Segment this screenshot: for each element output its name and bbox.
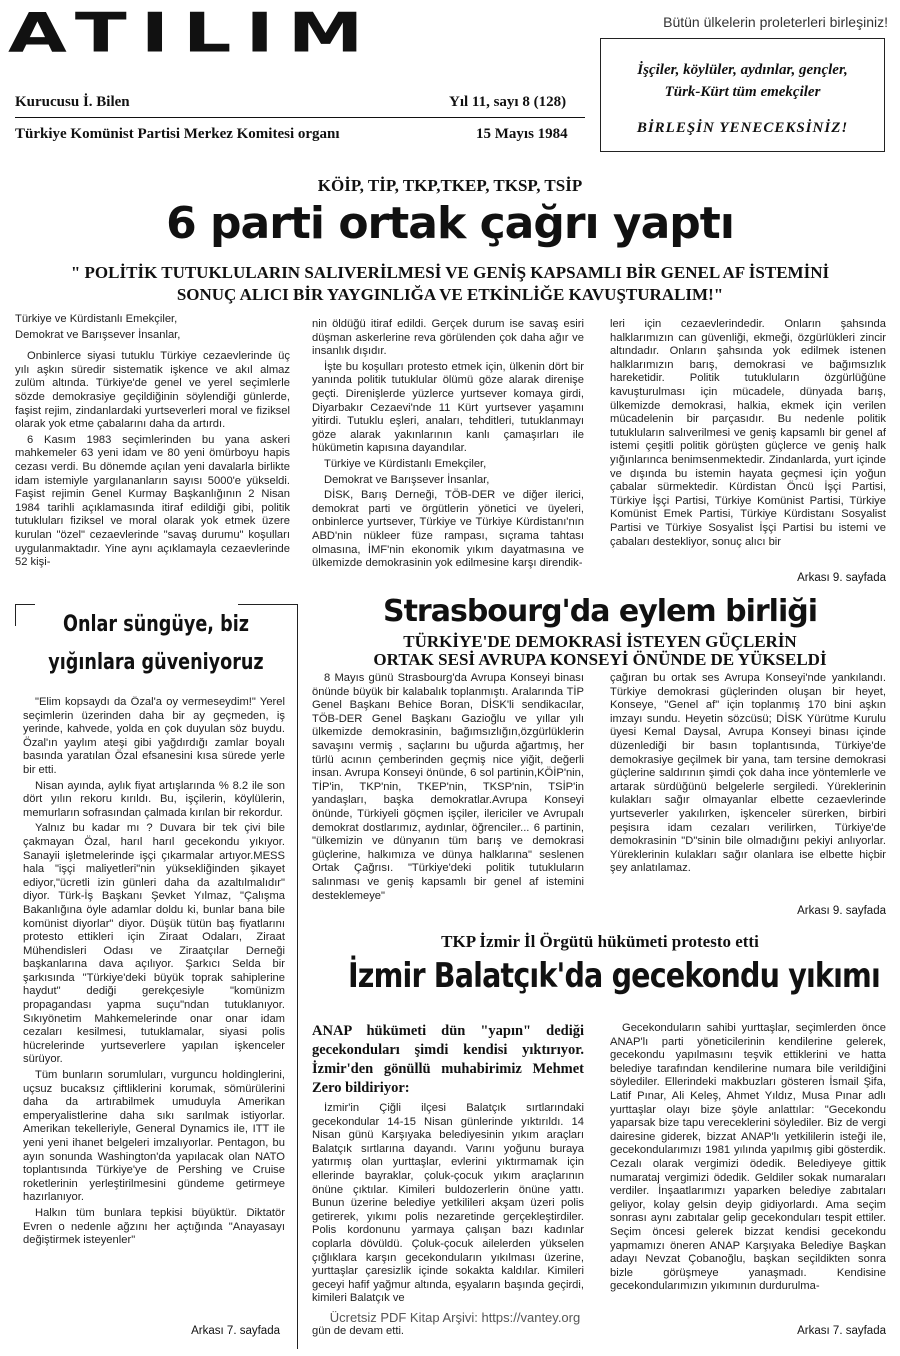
motto: Bütün ülkelerin proleterleri birleşiniz! [663,14,888,30]
lead-paragraph: Türkiye ve Kürdistanlı Emekçiler, [324,457,487,470]
issue-number: Yıl 11, sayı 8 (128) [449,94,567,110]
slogan-box [600,38,885,152]
lead-salutation-1: Türkiye ve Kürdistanlı Emekçiler, [15,313,178,325]
lead-headline: 6 parti ortak çağrı yaptı [166,198,734,249]
sidebar-top-rule [15,604,35,605]
izmir-paragraph: Gecekonduların sahibi yurttaşlar, seçimlerden önce ANAP'lı parti yöneticilerinin kendilerine gelerek, gecekondu yapılmasını teşvik ettiklerini ve hatta belediye tarafından kendilerine numara bile verildiğini söylediler. Ellerindeki makbuzları gösteren İsmail Şifa, Latif Pınar, Ali Keleş, Ahmet Yıldız, Musa Pınar adlı yurttaşlar olayı bize şöyle anlattılar: "Gecekondu yaparsak bize tapu vereceklerini söylediler. Biz de vergi dairesine giderek, bizzat ANAP'lı yetkililerin isteği ile, gecekondularımızı 1981 yılında yapılmış gibi gösterdik. Cezalı olarak vergimizi ödedik. Belediyeye gittik numarataj vergimizi ödedik. Geldiler sokak numaraları verdiler. İnşaatlarımızı yaparken belediye zabıtaları geliyor, kolay gelsin deyip gidiyorlardı. Ama seçim sonrası aynı zabıtalar gelip gecekonduları tespit ettiler. Seçim öncesi gelerek bizzat kendisi gecekondu yapmamızı öneren ANAP Karşıyaka Belediye Başkan adayı Nevzat Çobanoğlu, başkan seçildikten sonra bizle görüşmeye yanaşmadı. Kendisine gecekondularımızın yıkımının durdurulma- [610,1022,886,1293]
strasbourg-column-1 [312,672,584,920]
lead-continued: Arkası 9. sayfada [797,572,886,584]
lead-paragraph: 6 Kasım 1983 seçimlerinden bu yana askeri mahkemeler 63 yeni idam ve 80 yeni ömürboyu hapis cezası verdi. Bu dönemde açılan yeni davalarla birlikte idam istemiyle yargılananların sayısı 5000'e yükseldi. Faşist rejimin Genel Kurmay Başkanlığının 2 Nisan 1984 tarihli açıklamasında itiraf edildiği gibi, politik tutukluları fiziksel ve moral olarak yok etmek üzere kurulan "özel" cezaevlerinde "savaş durumu" koşulları uygulanmaktadır. Yine aynı açıklamayla cezaevlerinde 52 kişi- [15,433,290,569]
sidebar-left-rule [15,604,16,626]
izmir-paragraph: İzmir'in Çiğli ilçesi Balatçık sırtlarındaki gecekondular 14-15 Nisan günlerinde yıktırıldı. 14 Nisan günü Karşıyaka belediyesinin yıkım araçları Balatçık sırtlarına dayandı. Varını yoğunu buraya yatırmış olan yurttaşlar, evlerini yıktırmamak için ellerinde bayraklar, çoluk-çocuk yıkım araçlarının önüne çıktılar. Kimileri buldozerlerin önüne yattı. Bunun üzerine belediye yetkilileri akşam üzeri polis getirerek, yıkımı polis nezaretinde gerçekleştirdiler. Polis kordonunu yarmaya çalışan bazı kadınlar coplarla dövüldü. Çoluk-çocuk ailelerden yükselen çığlıklara karşın gecekonduların yıkılması üzerine, yurttaşlar çaresizlik içinde sokakta kaldılar. Kimileri geceyi hafif yağmur altında, eşyaların başında geçirdi, kimileri Balatçık ve [312,1102,584,1305]
strasbourg-deck-2: ORTAK SESİ AVRUPA KONSEYİ ÖNÜNDE DE YÜKSELDİ [373,650,827,669]
lead-paragraph: İşte bu koşulları protesto etmek için, ülkenin dört bir yanında politik tutuklular ölümü göze alarak direnişe geçti. Direnişlerde yüzlerce yurtsever komaya girdi, Diyarbakır Cezaevi'nde 11 Kürt yurtsever yaşamını yitirdi. Tutuklu eşleri, anaları, tehditleri, tutuklanmayı göze alarak yakınlarının kanlı çamaşırları ile hükümetin kapısına dayandılar. [312,360,584,455]
sidebar-top-rule [238,604,297,605]
izmir-kicker: TKP İzmir İl Örgütü hükümeti protesto etti [441,932,759,951]
sidebar-title-2: yığınlara güveniyoruz [48,650,264,675]
lead-paragraph: DİSK, Barış Derneği, TÖB-DER ve diğer ilerici, demokrat parti ve örgütlerin yönetici ve üyeleri, onbinlerce yurtsever, Türkiye ve Türkiye Kürdistanı'nın ABD'nin nükleer füze rampası, sıçrama tahtası olmasına, İMF'nin ekonomik yıkım dayatmasına ve ülkemizde demokrasinin yok edilmesine karşı direndik- [312,489,584,570]
sidebar-paragraph: Nisan ayında, aylık fiyat artışlarında % 8.2 ile son dört yılın rekoru kırıldı. Bu, işçilerin, köylülerin, memurların sofrasından çalmada kırılan bir rekordur. [23,779,285,819]
lead-paragraph: leri için cezaevlerindedir. Onların şahsında halklarımızın can güvenliği, ekmeği, özgürlükleri zincir altındadır. Onların şahsında yok edilmek istenen halklarımızın barış, demokrasi ve bağımsızlık hareketidir. Politik tutukluların özgürlüğüne kavuşturulması için mücadele, dünyada barış, ülkemizde demokrasi, halkia, ekmek için verilen mücadelenin bir parçasıdır. Bu nedenle politik tutukluların salıverilmesi ve geniş kapsamlı bir genel af istemi çeşitli politik görüşten güçlerce ve geniş halk yığınlarınca benimsenmektedir. Zindanlarda, yurt içinde ve dışında bu istemin hayata geçmesi için yoğun çabalar sürmektedir. Kürdistan Öncü İşçi Partisi, Türkiye İşçi Partisi, Türkiye Komünist Partisi, Türkiye Komünist Emek Partisi, Türkiye Kürdistanı Sosyalist Partisi ve Türkiye Sosyalist İşçi Partisi bu istemi ve çabaları destekliyor, sonuç alıcı bir [610,318,886,548]
strasbourg-paragraph: çağıran bu ortak ses Avrupa Konseyi'nde yankılandı. Türkiye demokrasi güçlerinden oluşan bir heyet, Konseye, "Genel af" için toplanmış 170 bini aşkın imzayı sundu. Heyetin sözcüsü; DİSK Yürütme Kurulu üyesi Kemal Daysal, Avrupa Konseyi binası içinde düzenlediği bir basın toplantısında, Türkiye'de demokrasiye geçilmek bir yana, tam tersine demokrasi güçlerine saldırının şimdi çok daha ince yöntemlerle ve artarak sürdüğünü belgelerle sergiledi. Yüreklerinin kulakları sağır olmayanlar elbette cezaevlerinde yurtseverler yakılırken, işkenceler sürerken, birbiri peşisıra idam cezaları verilirken, Türkiye'de demokrasinin "D"sinin bile olmadığını pekiyi anlıyorlar. Yüreklerinin kulakları sağır olanlara ise elbette hiçbir şey anlatılamaz. [610,672,886,875]
lead-kicker: KÖİP, TİP, TKP,TKEP, TKSP, TSİP [317,176,583,195]
izmir-continued: Arkası 7. sayfada [797,1325,886,1337]
strasbourg-continued: Arkası 9. sayfada [797,905,886,917]
masthead-rule [15,117,585,118]
lead-paragraph: nin öldüğü itiraf edildi. Gerçek durum ise savaş esiri düşman askerlerine reva görülenden çok daha ağır ve insanlık dışıdır. [312,318,584,358]
sidebar-paragraph: Tüm bunların sorumluları, vurguncu holdinglerini, uçsuz bucaksız çiftliklerini korumak, sömürülerini daha da artırabilmek umuduyla Amerikan emperyalistlerine daha sıkı sarılmak istiyorlar. Amerikan tekelleriyle, General Dynamics ile, ITT ile yeni yeni ihanet belgeleri imzalıyorlar. Pentagon, bu ayın sonunda Washington'da yapılacak olan NATO toplantısında Türkiye'ye de Pershing ve Cruise roketlerinin yerleştirilmesini gündeme getirmeye hazırlanıyor. [23,1069,285,1204]
strasbourg-deck-1: TÜRKİYE'DE DEMOKRASİ İSTEYEN GÜÇLERİN [403,632,797,651]
lead-deck: " POLİTİK TUTUKLULARIN SALIVERİLMESİ VE GENİŞ KAPSAMLI BİR GENEL AF İSTEMİNİ SONUÇ ALICI BİR YAYGINLIĞA VE ETKİNLİĞE KAVUŞTURALIM!" [70,263,830,304]
izmir-column-2 [610,1022,886,1322]
sidebar-paragraph: Yalnız bu kadar mı ? Duvara bir tek çivi bile çakmayan Özal, harıl harıl gecekondu yıkıyor. Sanayii işletmelerinde işçi çıkarmalar artıyor.MESS hala "işçi maliyetleri"nin yüksekliğinden şikayet ediyor,"ücretli izin günleri daha da azaltılmalıdır" diyor. Türk-İş Başkanı Şevket Yılmaz, "Çalışma Bakanlığına öyle adamlar doldu ki, bunlar bana bile komünist diyorlar" diyor. Düşük tütün baş fiyatlarını protesto ettikleri için Ziraat Odaları, Ziraat Mühendisleri Odası ve Ziraatçılar Derneği başkanlarına dava açılıyor. Şarkıcı Selda bir şarkısında "Türkiye'deki büyük toprak sahiplerine haydut" dediği gerekçesiyle "komünizm propagandası yapma suçu"ndan tutuklanıyor. Sıkıyönetim Mahkemelerinde onar onar idam cezaları kesilmesi, tutuklamalar, siyasi polis hücrelerinde yurtseverlere yapılan işkenceler sürüyor. [23,822,285,1066]
watermark-text: Ücretsiz PDF Kitap Arşivi: https://vantey.org [329,1310,581,1325]
slogan-line-3: BİRLEŞİN YENECEKSİNİZ! [636,120,849,136]
lead-column-3 [610,318,886,568]
masthead-title: ATILIM [8,0,378,65]
strasbourg-headline: Strasbourg'da eylem birliği [382,594,817,629]
izmir-paragraph: gün de devam etti. [312,1325,405,1337]
organ-line: Türkiye Komünist Partisi Merkez Komitesi organı [15,126,340,142]
izmir-headline: İzmir Balatçık'da gecekondu yıkımı [348,956,880,996]
sidebar-paragraph: Halkın tüm bunlara tepkisi büyüktür. Diktatör Evren o nedenle ağzını her açtığında "Anayasayı değiştirmek isteyenler" [23,1206,285,1247]
sidebar-continued: Arkası 7. sayfada [191,1325,280,1337]
slogan-line-2: Türk-Kürt tüm emekçiler [664,84,821,100]
lead-column-1 [15,313,290,583]
strasbourg-paragraph: 8 Mayıs günü Strasbourg'da Avrupa Konseyi binası önünde büyük bir kalabalık toplanmıştı. Aralarında TİP Genel Başkanı Behice Boran, DİSK'li sendikacılar, TÖB-DER Genel Başkanı Gazioğlu ve yıllar yılı ülkemizde demokrasinin, bağımsızlığın,özgürlüklerin savaşını vermiş , saçlarını bu uğurda ağartmış, her türlü acının çemberinden geçmiş nice yiğit, değerli insan. Avrupa Konseyi önünde, 6 sol partinin,KÖİP'nin, TİP'in, TKP'nin, TKEP'nin, TKSP'nin, TSİP'in yandaşları, başka demokratlar.Avrupa Konseyi önünde, Türkiyeli göçmen işçiler, ilericiler ve Avrupalı demokrat dostlarımız, aydınlar, öğrenciler... 6 partinin, "ülkemizin ve dünyanın tüm barış ve demokrasi güçlerine, halkımıza ve dünya halklarına" seslenen Ortak Çağrısı. "Türkiye'deki politik tutukluların salınması ve geniş kapsamlı bir genel af istemini desteklemeye" [312,672,584,902]
izmir-column-1 [312,1102,584,1322]
sidebar-paragraph: "Elim kopsaydı da Özal'a oy vermeseydim!" Yerel seçimlerin üzerinden daha bir ay geçmeden, iş yerinde, kahvede, yolda en çok duyulan söz buydu. Özal'ın yaylım ateşi gibi yağdırdığı zamlar boyalı basında yaratılan Özal efsanesini kısa sürede yerle bir etti. [23,696,285,776]
sidebar-title-1: Onlar süngüye, biz [63,612,249,637]
slogan-line-1: İşçiler, köylüler, aydınlar, gençler, [637,62,848,78]
lead-paragraph: Demokrat ve Barışsever İnsanlar, [324,473,490,486]
izmir-column-1-tail [312,1325,584,1341]
lead-column-2 [312,318,584,584]
issue-date: 15 Mayıs 1984 [476,126,568,142]
izmir-intro: ANAP hükümeti dün "yapın" dediği gecekonduları şimdi kendisi yıktırıyor. İzmir'den gönüllü muhabirimiz Mehmet Zero bildiriyor: [312,1023,584,1096]
founder-line: Kurucusu İ. Bilen [15,94,130,110]
lead-salutation-2: Demokrat ve Barışsever İnsanlar, [15,328,181,341]
lead-paragraph: Onbinlerce siyasi tutuklu Türkiye cezaevlerinde üç yılı aşkın süredir sistematik işkence ve akıl almaz zulüm altında. Türkiye'de genel ve yerel seçimlerle sözde demokrasiye geçildiğinin söylendiği günlerde, faşist rejim, zindanlardaki yurtseverleri moral ve fiziksel olarak yok etme çabalarını daha da artırdı. [15,350,290,431]
sidebar-body [23,696,285,1336]
strasbourg-column-2 [610,672,886,900]
